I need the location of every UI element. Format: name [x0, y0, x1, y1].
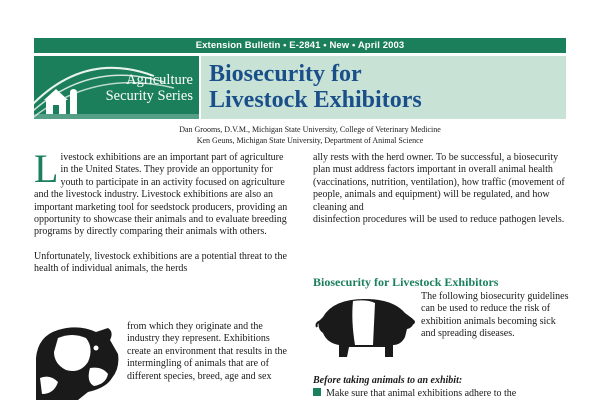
- before-exhibit-subheading: Before taking animals to an exhibit:: [313, 375, 463, 386]
- disinfection-paragraph: disinfection procedures will be used to reduce pathogen levels.: [313, 214, 565, 226]
- bullet-square-icon: [313, 388, 321, 396]
- bulletin-info: Extension Bulletin • E-2841 • New • April 2003: [195, 40, 405, 51]
- title-line-2: Livestock Exhibitors: [209, 87, 422, 113]
- threat-paragraph-lead: Unfortunately, livestock exhibitions are a potential threat to the health of individual animals, the herds: [34, 250, 287, 275]
- plan-paragraph: ally rests with the herd owner. To be successful, a biosecurity plan must address factors important in overall animal health (vaccinations, nutrition, ventilation), how traffic (movement of people, animals and equipment) will be regulated, and how cleaning and: [313, 152, 565, 213]
- title-banner: [201, 56, 566, 119]
- right-column: [313, 152, 571, 226]
- logo-line-1: Agriculture: [126, 72, 193, 88]
- threat-paragraph-wrap: from which they originate and the industry they represent. Exhibitions create an environment that results in the intermingling of animals that are of different species, breed, age and sex: [127, 321, 287, 382]
- page-title: [209, 61, 422, 113]
- drop-cap: L: [34, 146, 59, 191]
- section-heading: Biosecurity for Livestock Exhibitors: [313, 275, 499, 289]
- author-1: Dan Grooms, D.V.M., Michigan State University, College of Veterinary Medicine: [179, 125, 441, 134]
- intro-text: ivestock exhibitions are an important part of agriculture in the United States. They provide an opportunity for youth to participate in an activity focused on agriculture and the livestock industry. Livestock exhibitions are also an important marketing tool for seedstock producers, providing an opportunity to showcase their animals and to evaluate breeding programs by directly comparing their animals with others.: [34, 152, 288, 238]
- checklist-item-text: Make sure that animal exhibitions adhere to the: [326, 388, 517, 399]
- title-line-1: Biosecurity for: [209, 61, 362, 87]
- checklist-item: [313, 388, 571, 400]
- author-credits: [100, 125, 520, 146]
- bulletin-header-bar: [34, 38, 566, 53]
- agriculture-security-series-logo: [34, 56, 199, 119]
- left-column: [34, 146, 290, 276]
- author-2: Ken Geuns, Michigan State University, Department of Animal Science: [196, 135, 424, 145]
- logo-line-2: Security Series: [105, 88, 193, 104]
- section-intro: The following biosecurity guidelines can be used to reduce the risk of exhibition animals becoming sick and spreading diseases.: [421, 291, 569, 340]
- logo-text: [78, 72, 193, 104]
- pig-illustration: [313, 291, 417, 366]
- intro-paragraph: [34, 146, 290, 239]
- cow-illustration: [28, 318, 123, 400]
